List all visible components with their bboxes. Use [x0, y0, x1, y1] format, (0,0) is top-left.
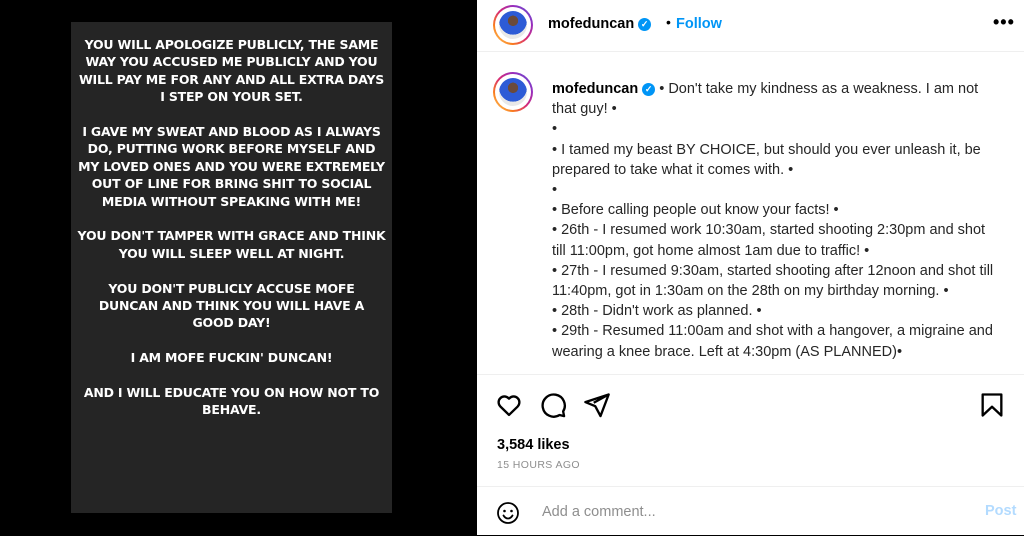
post-caption: [552, 79, 1002, 362]
post-image-text: [71, 36, 392, 436]
username-text: mofeduncan: [548, 16, 635, 32]
post-details-panel: [477, 0, 1024, 535]
emoji-icon[interactable]: [496, 501, 520, 525]
avatar[interactable]: [493, 5, 533, 45]
share-icon[interactable]: [583, 391, 611, 419]
likes-count[interactable]: 3,584 likes: [497, 437, 570, 453]
caption-line: • 27th - I resumed 9:30am, started shooting after 12noon and shot till 11:40pm, got in 1:30am on the 28th on my birthday morning. •: [552, 262, 994, 300]
avatar-ring: [495, 7, 531, 43]
media-pane: [0, 0, 477, 535]
image-paragraph: I AM MOFE FUCKIN' DUNCAN!: [130, 350, 333, 366]
more-options-icon[interactable]: •••: [993, 12, 1015, 32]
post-header: [477, 0, 1024, 52]
header-username[interactable]: [548, 16, 651, 32]
comment-icon[interactable]: [539, 391, 567, 419]
verified-badge-icon: ✓: [638, 18, 651, 31]
username-text: mofeduncan: [552, 81, 639, 97]
comment-input[interactable]: [540, 499, 944, 525]
caption-line: • 28th - Didn't work as planned. •: [552, 303, 762, 320]
caption-area[interactable]: [477, 52, 1024, 375]
image-paragraph: YOU DON'T PUBLICLY ACCUSE MOFE DUNCAN AND THINK YOU WILL HAVE A GOOD DAY!: [98, 280, 365, 331]
caption-line: •: [552, 121, 558, 138]
comment-bar: [477, 486, 1024, 536]
post-image[interactable]: [71, 22, 392, 513]
post-timestamp[interactable]: 15 HOURS AGO: [497, 459, 580, 471]
caption-line: • 26th - I resumed work 10:30am, started shooting 2:30pm and shot till 11:00pm, got home almost 1am due to traffic! •: [552, 222, 986, 259]
caption-line: • Before calling people out know your facts! •: [552, 202, 839, 219]
caption-line: •: [552, 182, 558, 199]
avatar-photo: [499, 11, 527, 39]
caption-username[interactable]: [552, 81, 655, 97]
follow-button[interactable]: Follow: [676, 16, 722, 32]
image-paragraph: YOU WILL APOLOGIZE PUBLICLY, THE SAME WAY YOU ACCUSED ME PUBLICLY AND YOU WILL PAY ME FOR ANY AND ALL EXTRA DAYS I STEP ON YOUR SET.: [78, 37, 385, 105]
avatar-photo: [499, 78, 527, 106]
caption-text: • Don't take my kindness as a weakness. I am not that guy! •: [552, 81, 979, 118]
avatar-ring: [495, 74, 531, 110]
heart-icon[interactable]: [495, 391, 523, 419]
caption-line: • I tamed my beast BY CHOICE, but should you ever unleash it, be prepared to take what it comes with. •: [552, 141, 981, 178]
image-paragraph: YOU DON'T TAMPER WITH GRACE AND THINK YOU WILL SLEEP WELL AT NIGHT.: [77, 228, 386, 261]
caption-line: • 29th - Resumed 11:00am and shot with a hangover, a migraine and wearing a knee brace. Left at 4:30pm (AS PLANNED)•: [552, 323, 993, 360]
image-paragraph: I GAVE MY SWEAT AND BLOOD AS I ALWAYS DO, PUTTING WORK BEFORE MYSELF AND MY LOVED ONES AND YOU WERE EXTREMELY OUT OF LINE FOR BRING SHIT TO SOCIAL MEDIA WITHOUT SPEAKING WITH ME!: [78, 124, 385, 209]
caption-avatar[interactable]: [493, 72, 533, 112]
image-paragraph: AND I WILL EDUCATE YOU ON HOW NOT TO BEHAVE.: [83, 385, 380, 418]
verified-badge-icon: ✓: [642, 83, 655, 96]
post-button[interactable]: Post: [985, 503, 1017, 519]
header-separator: •: [666, 14, 671, 30]
action-bar: [477, 375, 1024, 435]
caption-first-line: [552, 79, 1002, 119]
bookmark-icon[interactable]: [978, 391, 1006, 419]
